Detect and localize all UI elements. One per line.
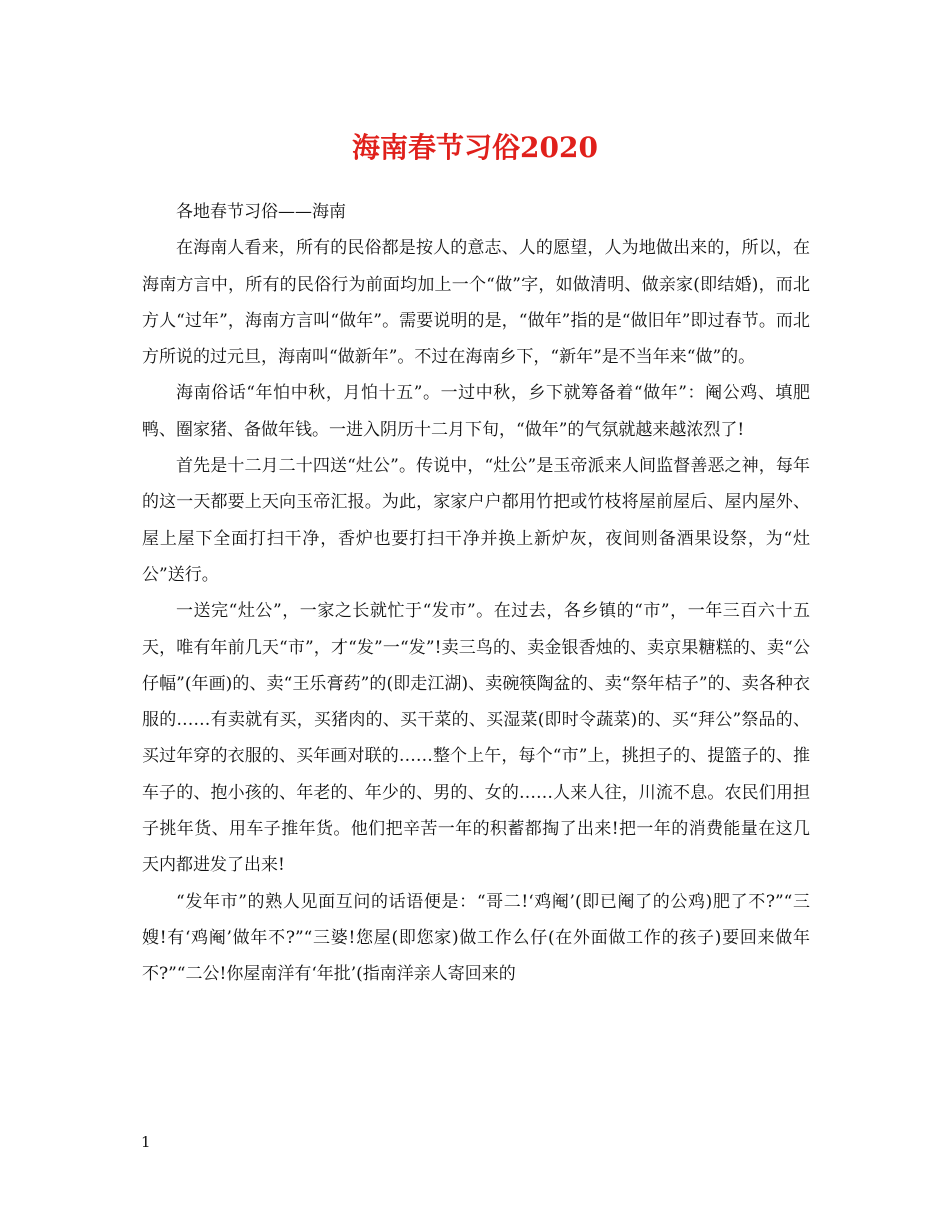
paragraph-heading: 各地春节习俗——海南 <box>176 202 346 222</box>
paragraph: 在海南人看来，所有的民俗都是按人的意志、人的愿望，人为地做出来的，所以，在海南方言中，所有的民俗行为前面均加上一个“做”字，如做清明、做亲家(即结婚)，而北方人“过年”，海南方言叫“做年”。需要说明的是，“做年”指的是“做旧年”即过春节。而北方所说的过元旦，海南叫“做新年”。不过在海南乡下，“新年”是不当年来“做”的。 <box>142 238 810 368</box>
document-body <box>142 194 810 993</box>
page-number: 1 <box>141 1133 151 1151</box>
paragraph: “发年市”的熟人见面互问的话语便是：“哥二!‘鸡阉’(即已阉了的公鸡)肥了不?”“三嫂!有‘鸡阉’做年不?”“三婆!您屋(即您家)做工作么仔(在外面做工作的孩子)要回来做年不?”“二公!你屋南洋有‘年批’(指南洋亲人寄回来的 <box>142 891 810 985</box>
paragraph: 一送完“灶公”，一家之长就忙于“发市”。在过去，各乡镇的“市”，一年三百六十五天，唯有年前几天“市”，才“发”一“发”!卖三鸟的、卖金银香烛的、卖京果糖糕的、卖“公仔幅”(年画)的、卖“王乐膏药”的(即走江湖)、卖碗筷陶盆的、卖“祭年桔子”的、卖各种衣服的……有卖就有买，买猪肉的、买干菜的、买湿菜(即时令蔬菜)的、买“拜公”祭品的、买过年穿的衣服的、买年画对联的……整个上午，每个“市”上，挑担子的、提篮子的、推车子的、抱小孩的、年老的、年少的、男的、女的……人来人往，川流不息。农民们用担子挑年货、用车子推年货。他们把辛苦一年的积蓄都掏了出来!把一年的消费能量在这几天内都进发了出来! <box>142 601 810 876</box>
paragraph: 海南俗话“年怕中秋，月怕十五”。一过中秋，乡下就筹备着“做年”：阉公鸡、填肥鸭、圈家猪、备做年钱。一进入阴历十二月下旬，“做年”的气氛就越来越浓烈了! <box>142 383 810 440</box>
document-title: 海南春节习俗2020 <box>352 131 598 164</box>
paragraph: 首先是十二月二十四送“灶公”。传说中，“灶公”是玉帝派来人间监督善恶之神，每年的这一天都要上天向玉帝汇报。为此，家家户户都用竹把或竹枝将屋前屋后、屋内屋外、屋上屋下全面打扫干净，香炉也要打扫干净并换上新炉灰，夜间则备酒果设祭，为“灶公”送行。 <box>142 456 810 585</box>
